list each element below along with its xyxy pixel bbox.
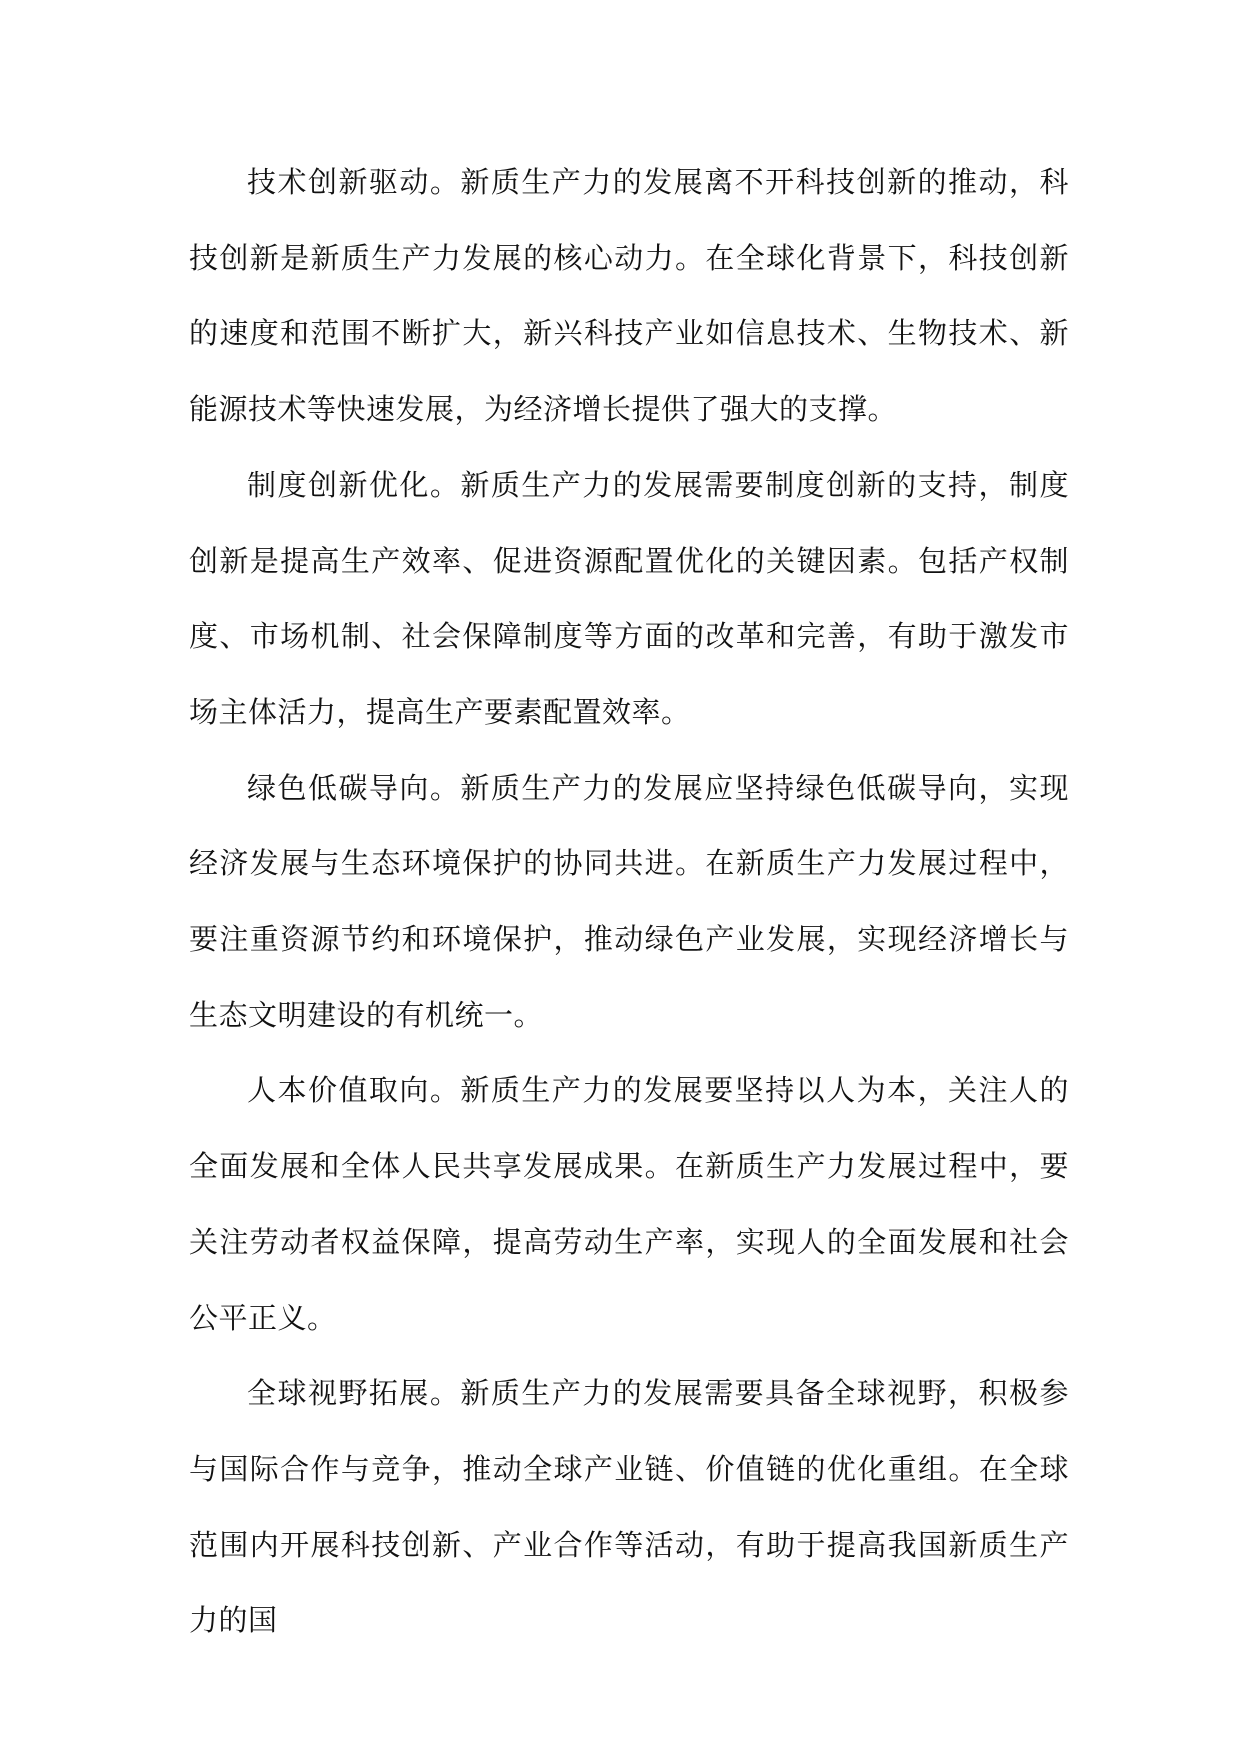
document-body <box>189 145 1069 1659</box>
paragraph-green-low-carbon: 绿色低碳导向。新质生产力的发展应坚持绿色低碳导向，实现经济发展与生态环境保护的协同共进。在新质生产力发展过程中，要注重资源节约和环境保护，推动绿色产业发展，实现经济增长与生态文明建设的有机统一。 <box>189 770 1069 1032</box>
paragraph-people-oriented: 人本价值取向。新质生产力的发展要坚持以人为本，关注人的全面发展和全体人民共享发展成果。在新质生产力发展过程中，要关注劳动者权益保障，提高劳动生产率，实现人的全面发展和社会公平正义。 <box>189 1073 1069 1335</box>
paragraph-institutional-innovation: 制度创新优化。新质生产力的发展需要制度创新的支持，制度创新是提高生产效率、促进资源配置优化的关键因素。包括产权制度、市场机制、社会保障制度等方面的改革和完善，有助于激发市场主体活力，提高生产要素配置效率。 <box>189 467 1069 729</box>
paragraph-technology-innovation: 技术创新驱动。新质生产力的发展离不开科技创新的推动，科技创新是新质生产力发展的核心动力。在全球化背景下，科技创新的速度和范围不断扩大，新兴科技产业如信息技术、生物技术、新能源技术等快速发展，为经济增长提供了强大的支撑。 <box>189 165 1069 427</box>
paragraph-global-vision: 全球视野拓展。新质生产力的发展需要具备全球视野，积极参与国际合作与竞争，推动全球产业链、价值链的优化重组。在全球范围内开展科技创新、产业合作等活动，有助于提高我国新质生产力的国 <box>189 1376 1069 1638</box>
